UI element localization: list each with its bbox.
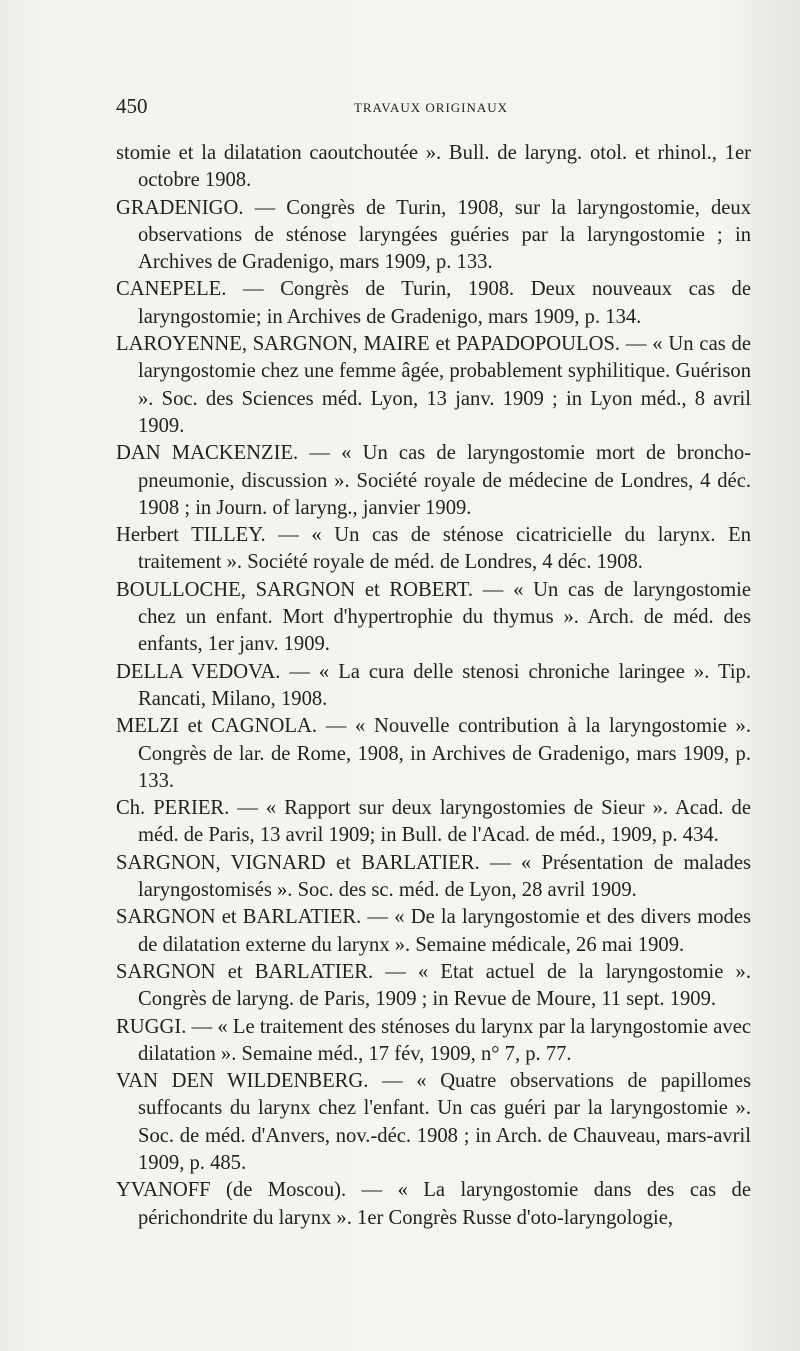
page-header	[116, 94, 746, 118]
bibliography-entry: DELLA VEDOVA. — « La cura delle stenosi chroniche laringee ». Tip. Rancati, Milano, 1908.	[116, 660, 751, 710]
bibliography-entry: stomie et la dilatation caoutchoutée ». Bull. de laryng. otol. et rhinol., 1er octobre 1908.	[116, 142, 751, 192]
bibliography-entry: VAN DEN WILDENBERG. — « Quatre observations de papillomes suffocants du larynx chez l'enfant. Un cas guéri par la laryngostomie ». Soc. de méd. d'Anvers, nov.-déc. 1908 ; in Arch. de Chauveau, mars-avril 1909, p. 485.	[116, 1070, 751, 1174]
running-head: TRAVAUX ORIGINAUX	[353, 100, 509, 115]
bibliography-entry: GRADENIGO. — Congrès de Turin, 1908, sur la laryngostomie, deux observations de sténose laryngées guéries par la laryngostomie ; in Archives de Gradenigo, mars 1909, p. 133.	[116, 196, 751, 274]
bibliography-entry: RUGGI. — « Le traitement des sténoses du larynx par la laryngostomie avec dilatation ». Semaine méd., 17 fév, 1909, n° 7, p. 77.	[116, 1015, 751, 1065]
bibliography-entry: CANEPELE. — Congrès de Turin, 1908. Deux nouveaux cas de laryngostomie; in Archives de Gradenigo, mars 1909, p. 134.	[116, 278, 751, 328]
bibliography-list	[116, 140, 751, 1232]
bibliography-entry: BOULLOCHE, SARGNON et ROBERT. — « Un cas de laryngostomie chez un enfant. Mort d'hypertrophie du thymus ». Arch. de méd. des enfants, 1er janv. 1909.	[116, 578, 751, 656]
bibliography-entry: Herbert TILLEY. — « Un cas de sténose cicatricielle du larynx. En traitement ». Société royale de méd. de Londres, 4 déc. 1908.	[116, 524, 751, 574]
page-number: 450	[116, 94, 148, 118]
bibliography-entry: SARGNON et BARLATIER. — « Etat actuel de la laryngostomie ». Congrès de laryng. de Paris, 1909 ; in Revue de Moure, 11 sept. 1909.	[116, 960, 751, 1011]
bibliography-entry: SARGNON, VIGNARD et BARLATIER. — « Présentation de malades laryngostomisés ». Soc. des sc. méd. de Lyon, 28 avril 1909.	[116, 851, 751, 902]
bibliography-entry: DAN MACKENZIE. — « Un cas de laryngostomie mort de broncho-pneumonie, discussion ». Société royale de médecine de Londres, 4 déc. 1908 ; in Journ. of laryng., janvier 1909.	[116, 442, 751, 519]
bibliography-entry: MELZI et CAGNOLA. — « Nouvelle contribution à la laryngostomie ». Congrès de lar. de Rome, 1908, in Archives de Gradenigo, mars 1909, p. 133.	[116, 715, 751, 792]
bibliography-entry: LAROYENNE, SARGNON, MAIRE et PAPADOPOULOS. — « Un cas de laryngostomie chez une femme âgée, probablement syphilitique. Guérison ». Soc. des Sciences méd. Lyon, 13 janv. 1909 ; in Lyon méd., 8 avril 1909.	[116, 333, 751, 437]
bibliography-entry: Ch. PERIER. — « Rapport sur deux laryngostomies de Sieur ». Acad. de méd. de Paris, 13 avril 1909; in Bull. de l'Acad. de méd., 1909, p. 434.	[116, 797, 751, 847]
bibliography-entry: SARGNON et BARLATIER. — « De la laryngostomie et des divers modes de dilatation externe du larynx ». Semaine médicale, 26 mai 1909.	[116, 906, 751, 956]
bibliography-entry: YVANOFF (de Moscou). — « La laryngostomie dans des cas de périchondrite du larynx ». 1er Congrès Russe d'oto-laryngologie,	[116, 1179, 751, 1229]
